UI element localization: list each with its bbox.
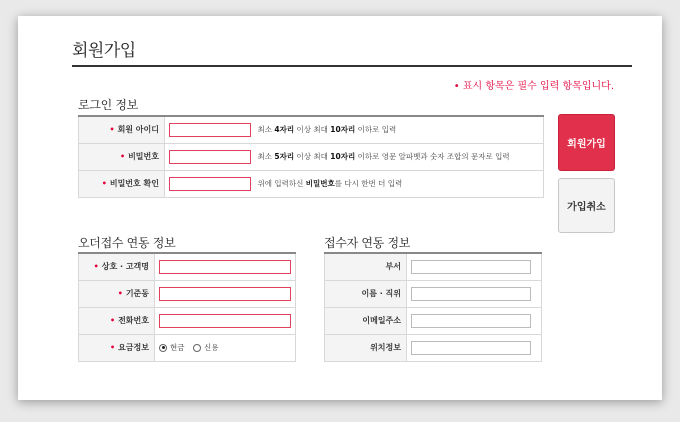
password-confirm-cell	[165, 170, 544, 197]
receiver-form-table	[324, 252, 542, 362]
userid-cell	[165, 116, 544, 143]
title-divider	[72, 65, 632, 67]
fee-cash-label: 현금	[170, 343, 185, 352]
order-section-title: 오더접수 연동 정보	[78, 236, 176, 250]
userid-label: • 회원 아이디	[79, 116, 165, 143]
table-row	[325, 307, 542, 334]
company-label: • 상호 · 고객명	[79, 253, 155, 280]
login-form-table	[78, 115, 544, 198]
location-input[interactable]	[411, 341, 531, 355]
cancel-button[interactable]: 가입취소	[558, 178, 615, 233]
table-row	[79, 116, 544, 143]
fee-cell	[155, 334, 296, 361]
base-dong-label: • 기준동	[79, 280, 155, 307]
table-row	[79, 143, 544, 170]
fee-credit-radio[interactable]	[193, 344, 201, 352]
page-title: 회원가입	[72, 41, 136, 61]
password-confirm-input[interactable]	[169, 177, 251, 191]
email-label: 이메일주소	[325, 307, 407, 334]
userid-hint: 최소 4자리 이상 최대 10자리 이하로 입력	[257, 125, 397, 135]
location-label: 위치정보	[325, 334, 407, 361]
fee-credit-label: 신용	[204, 343, 219, 352]
table-row	[79, 280, 296, 307]
name-title-label: 이름 · 직위	[325, 280, 407, 307]
table-row	[325, 334, 542, 361]
email-input[interactable]	[411, 314, 531, 328]
table-row	[325, 253, 542, 280]
fee-cash-radio[interactable]	[159, 344, 167, 352]
company-cell	[155, 253, 296, 280]
join-button[interactable]: 회원가입	[558, 114, 615, 171]
password-hint: 최소 5자리 이상 최대 10자리 이하로 영문 알파벳과 숫자 조합의 문자로 입력	[257, 152, 510, 161]
name-title-cell	[407, 280, 542, 307]
location-cell	[407, 334, 542, 361]
table-row	[79, 307, 296, 334]
password-input[interactable]	[169, 150, 251, 164]
required-note: • 표시 항목은 필수 입력 항목입니다.	[453, 81, 614, 92]
email-cell	[407, 307, 542, 334]
table-row	[79, 170, 544, 197]
order-form-table	[78, 252, 296, 362]
base-dong-cell	[155, 280, 296, 307]
phone-label: • 전화번호	[79, 307, 155, 334]
table-row	[79, 253, 296, 280]
name-title-input[interactable]	[411, 287, 531, 301]
password-label: • 비밀번호	[79, 143, 165, 170]
dept-label: 부서	[325, 253, 407, 280]
receiver-section-title: 접수자 연동 정보	[324, 236, 411, 250]
password-cell	[165, 143, 544, 170]
signup-card	[18, 16, 662, 400]
fee-label: • 요금정보	[79, 334, 155, 361]
dept-cell	[407, 253, 542, 280]
table-row	[325, 280, 542, 307]
userid-input[interactable]	[169, 123, 251, 137]
phone-cell	[155, 307, 296, 334]
company-input[interactable]	[159, 260, 291, 274]
phone-input[interactable]	[159, 314, 291, 328]
table-row	[79, 334, 296, 361]
login-section-title: 로그인 정보	[78, 98, 138, 112]
base-dong-input[interactable]	[159, 287, 291, 301]
dept-input[interactable]	[411, 260, 531, 274]
password-confirm-hint: 위에 입력하신 비밀번호를 다시 한번 더 입력	[257, 179, 403, 188]
password-confirm-label: • 비밀번호 확인	[79, 170, 165, 197]
